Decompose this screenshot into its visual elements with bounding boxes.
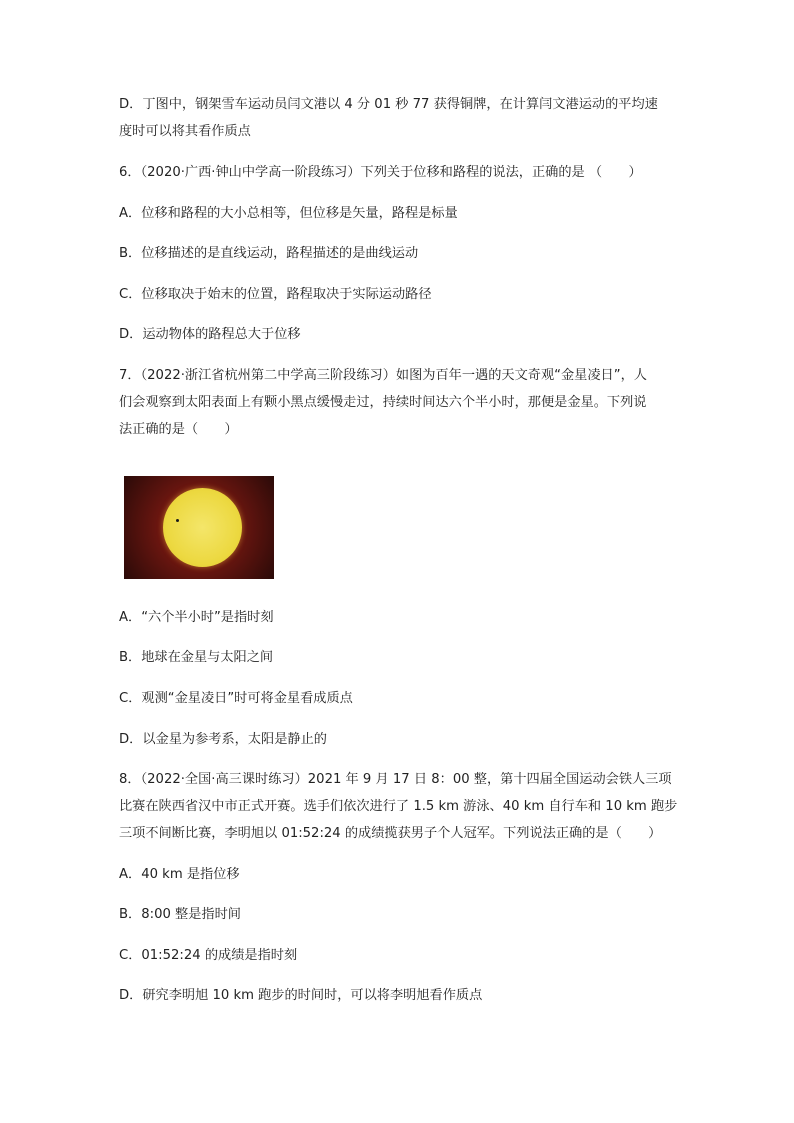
q7-option-a: A．“六个半小时”是指时刻 — [119, 610, 274, 625]
sun-disc — [163, 488, 242, 567]
q7-option-c: C．观测“金星凌日”时可将金星看成质点 — [119, 691, 353, 706]
q6-option-c: C．位移取决于始末的位置，路程取决于实际运动路径 — [119, 287, 432, 302]
q7-stem-line3: 法正确的是（ ） — [119, 422, 238, 437]
venus-dot — [176, 519, 179, 522]
q5-option-d-line2: 度时可以将其看作质点 — [119, 124, 251, 139]
q8-option-a: A．40 km 是指位移 — [119, 867, 240, 882]
q7-stem-line1: 7．（2022·浙江省杭州第二中学高三阶段练习）如图为百年一遇的天文奇观“金星凌日”，人 — [119, 368, 647, 383]
q6-option-a: A．位移和路程的大小总相等，但位移是矢量，路程是标量 — [119, 206, 458, 221]
q6-stem: 6．（2020·广西·钟山中学高一阶段练习）下列关于位移和路程的说法，正确的是 （ ） — [119, 165, 642, 180]
q7-option-b: B．地球在金星与太阳之间 — [119, 650, 274, 665]
q8-stem-line3: 三项不间断比赛，李明旭以 01:52:24 的成绩揽获男子个人冠军。下列说法正确的是（ ） — [119, 826, 662, 841]
q8-option-b: B．8:00 整是指时间 — [119, 907, 241, 922]
q8-option-c: C．01:52:24 的成绩是指时刻 — [119, 948, 298, 963]
q8-stem-line1: 8．（2022·全国·高三课时练习）2021 年 9 月 17 日 8：00 整，第十四届全国运动会铁人三项 — [119, 772, 672, 787]
q7-option-d: D．以金星为参考系，太阳是静止的 — [119, 732, 327, 747]
q6-option-d: D．运动物体的路程总大于位移 — [119, 327, 301, 342]
q8-option-d: D．研究李明旭 10 km 跑步的时间时，可以将李明旭看作质点 — [119, 988, 483, 1003]
q6-option-b: B．位移描述的是直线运动，路程描述的是曲线运动 — [119, 246, 419, 261]
q5-option-d-line1: D．丁图中，钢架雪车运动员闫文港以 4 分 01 秒 77 获得铜牌，在计算闫文港运动的平均速 — [119, 97, 658, 112]
venus-transit-photo — [124, 476, 274, 579]
q7-stem-line2: 们会观察到太阳表面上有颗小黑点缓慢走过，持续时间达六个半小时，那便是金星。下列说 — [119, 395, 647, 410]
q8-stem-line2: 比赛在陕西省汉中市正式开赛。选手们依次进行了 1.5 km 游泳、40 km 自行车和 10 km 跑步 — [119, 799, 678, 814]
